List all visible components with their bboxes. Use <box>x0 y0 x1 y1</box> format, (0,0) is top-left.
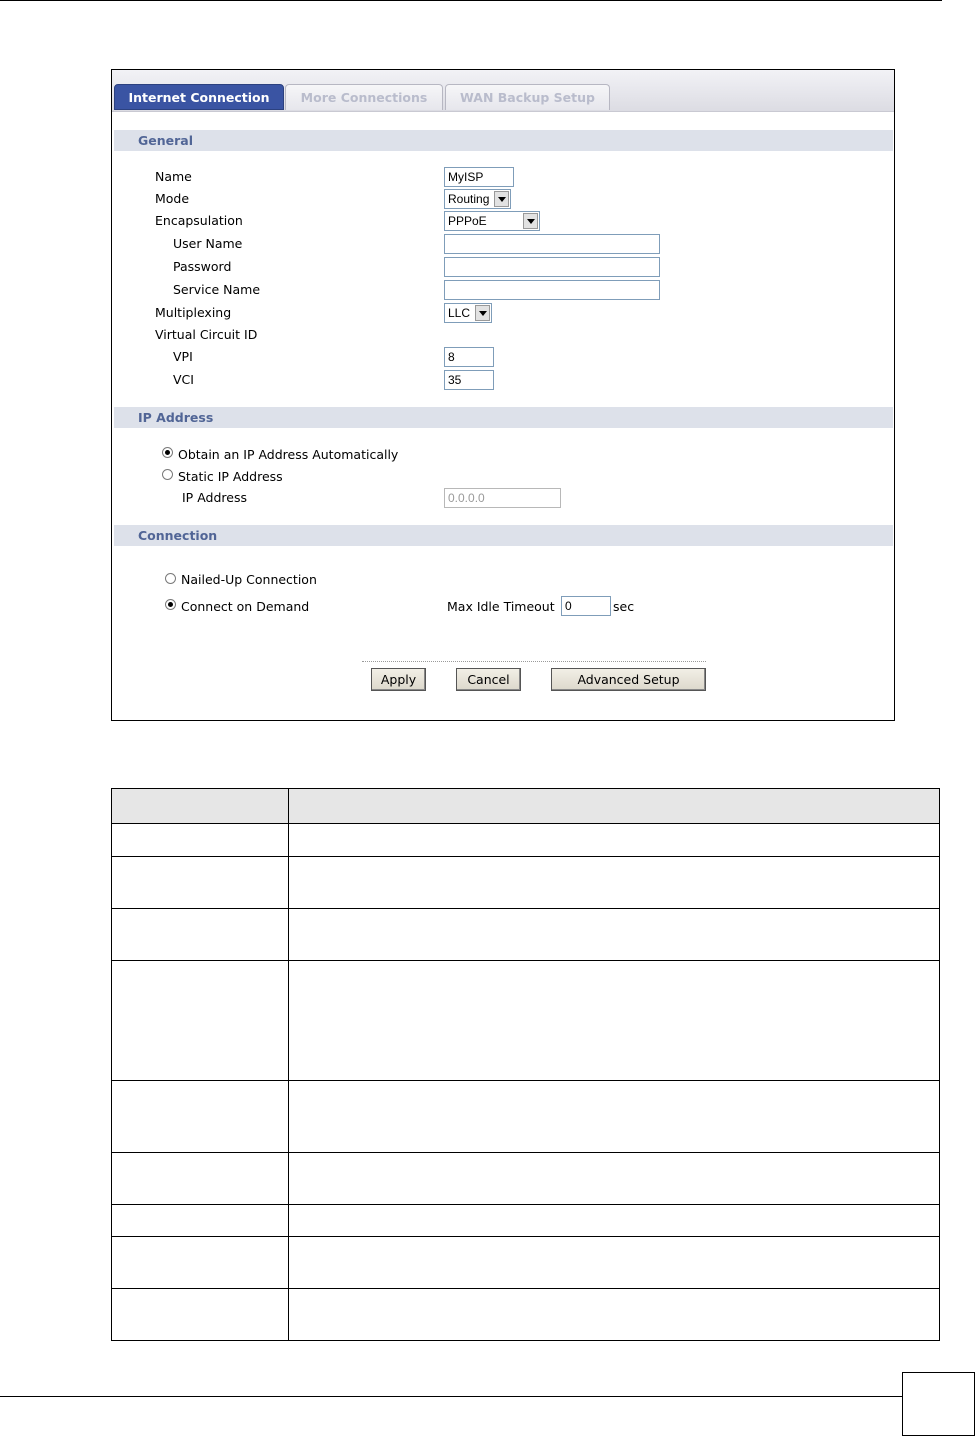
table-cell <box>112 1237 289 1289</box>
table-row <box>112 824 940 857</box>
table-row <box>112 1237 940 1289</box>
static-ip-label: Static IP Address <box>178 469 283 484</box>
nailed-up-radio[interactable] <box>165 573 176 584</box>
table-cell <box>289 1081 940 1153</box>
multiplexing-select-value: LLC <box>448 306 471 320</box>
tab-internet-connection[interactable]: Internet Connection <box>114 84 284 110</box>
password-input[interactable] <box>444 257 660 277</box>
table-row <box>112 1205 940 1237</box>
table-header-row <box>112 789 940 824</box>
multiplexing-label: Multiplexing <box>155 305 232 320</box>
apply-button[interactable]: Apply <box>371 668 426 691</box>
table-row <box>112 961 940 1081</box>
section-ip-address-heading: IP Address <box>114 407 893 428</box>
tab-bar <box>112 70 894 112</box>
section-connection-heading: Connection <box>114 525 893 546</box>
description-table <box>111 788 940 1341</box>
vci-label: VCI <box>173 372 194 387</box>
table-header-cell <box>112 789 289 824</box>
chevron-down-icon <box>494 191 509 207</box>
table-cell <box>289 1289 940 1341</box>
multiplexing-select[interactable] <box>444 303 492 323</box>
table-header-cell <box>289 789 940 824</box>
cancel-button[interactable]: Cancel <box>456 668 521 691</box>
advanced-setup-button[interactable]: Advanced Setup <box>551 668 706 691</box>
table-cell <box>112 857 289 909</box>
table-cell <box>289 824 940 857</box>
internet-connection-screen <box>111 69 895 721</box>
name-input[interactable]: MyISP <box>444 167 514 187</box>
tab-wan-backup-setup[interactable]: WAN Backup Setup <box>445 84 610 110</box>
name-label: Name <box>155 169 192 184</box>
connect-on-demand-label: Connect on Demand <box>181 599 310 614</box>
obtain-ip-auto-label: Obtain an IP Address Automatically <box>178 447 399 462</box>
vpi-input[interactable]: 8 <box>444 347 494 367</box>
table-cell <box>112 1289 289 1341</box>
table-cell <box>112 961 289 1081</box>
mode-select[interactable] <box>444 189 511 209</box>
table-cell <box>289 1153 940 1205</box>
user-name-input[interactable] <box>444 234 660 254</box>
static-ip-radio[interactable] <box>162 469 173 480</box>
vci-input[interactable]: 35 <box>444 370 494 390</box>
tab-more-connections[interactable]: More Connections <box>285 84 443 110</box>
table-row <box>112 857 940 909</box>
table-row <box>112 1153 940 1205</box>
table-cell <box>112 1205 289 1237</box>
nailed-up-label: Nailed-Up Connection <box>181 572 317 587</box>
table-cell <box>112 1153 289 1205</box>
service-name-label: Service Name <box>173 282 261 297</box>
password-label: Password <box>173 259 232 274</box>
idle-timeout-unit: sec <box>613 599 635 614</box>
ip-address-label: IP Address <box>182 490 247 505</box>
table-cell <box>289 857 940 909</box>
table-cell <box>289 961 940 1081</box>
top-rule <box>0 0 942 1</box>
footer-rule <box>0 1396 902 1397</box>
table-row <box>112 1289 940 1341</box>
virtual-circuit-id-label: Virtual Circuit ID <box>155 327 258 342</box>
user-name-label: User Name <box>173 236 243 251</box>
table-cell <box>112 909 289 961</box>
table-cell <box>289 1237 940 1289</box>
chevron-down-icon <box>475 305 490 321</box>
vpi-label: VPI <box>173 349 193 364</box>
ip-address-input[interactable]: 0.0.0.0 <box>444 488 561 508</box>
service-name-input[interactable] <box>444 280 660 300</box>
table-row <box>112 1081 940 1153</box>
max-idle-timeout-label: Max Idle Timeout <box>447 599 555 614</box>
table-cell <box>289 909 940 961</box>
encapsulation-select-value: PPPoE <box>448 214 487 228</box>
connect-on-demand-radio[interactable] <box>165 599 176 610</box>
encapsulation-label: Encapsulation <box>155 213 243 228</box>
table-cell <box>289 1205 940 1237</box>
obtain-ip-auto-radio[interactable] <box>162 447 173 458</box>
mode-select-value: Routing <box>448 192 490 206</box>
divider <box>362 661 706 662</box>
section-general-heading: General <box>114 130 893 151</box>
max-idle-timeout-input[interactable]: 0 <box>561 596 611 616</box>
page-number-box <box>902 1372 975 1436</box>
encapsulation-select[interactable] <box>444 211 540 231</box>
table-row <box>112 909 940 961</box>
mode-label: Mode <box>155 191 190 206</box>
table-cell <box>112 824 289 857</box>
chevron-down-icon <box>523 213 538 229</box>
table-cell <box>112 1081 289 1153</box>
